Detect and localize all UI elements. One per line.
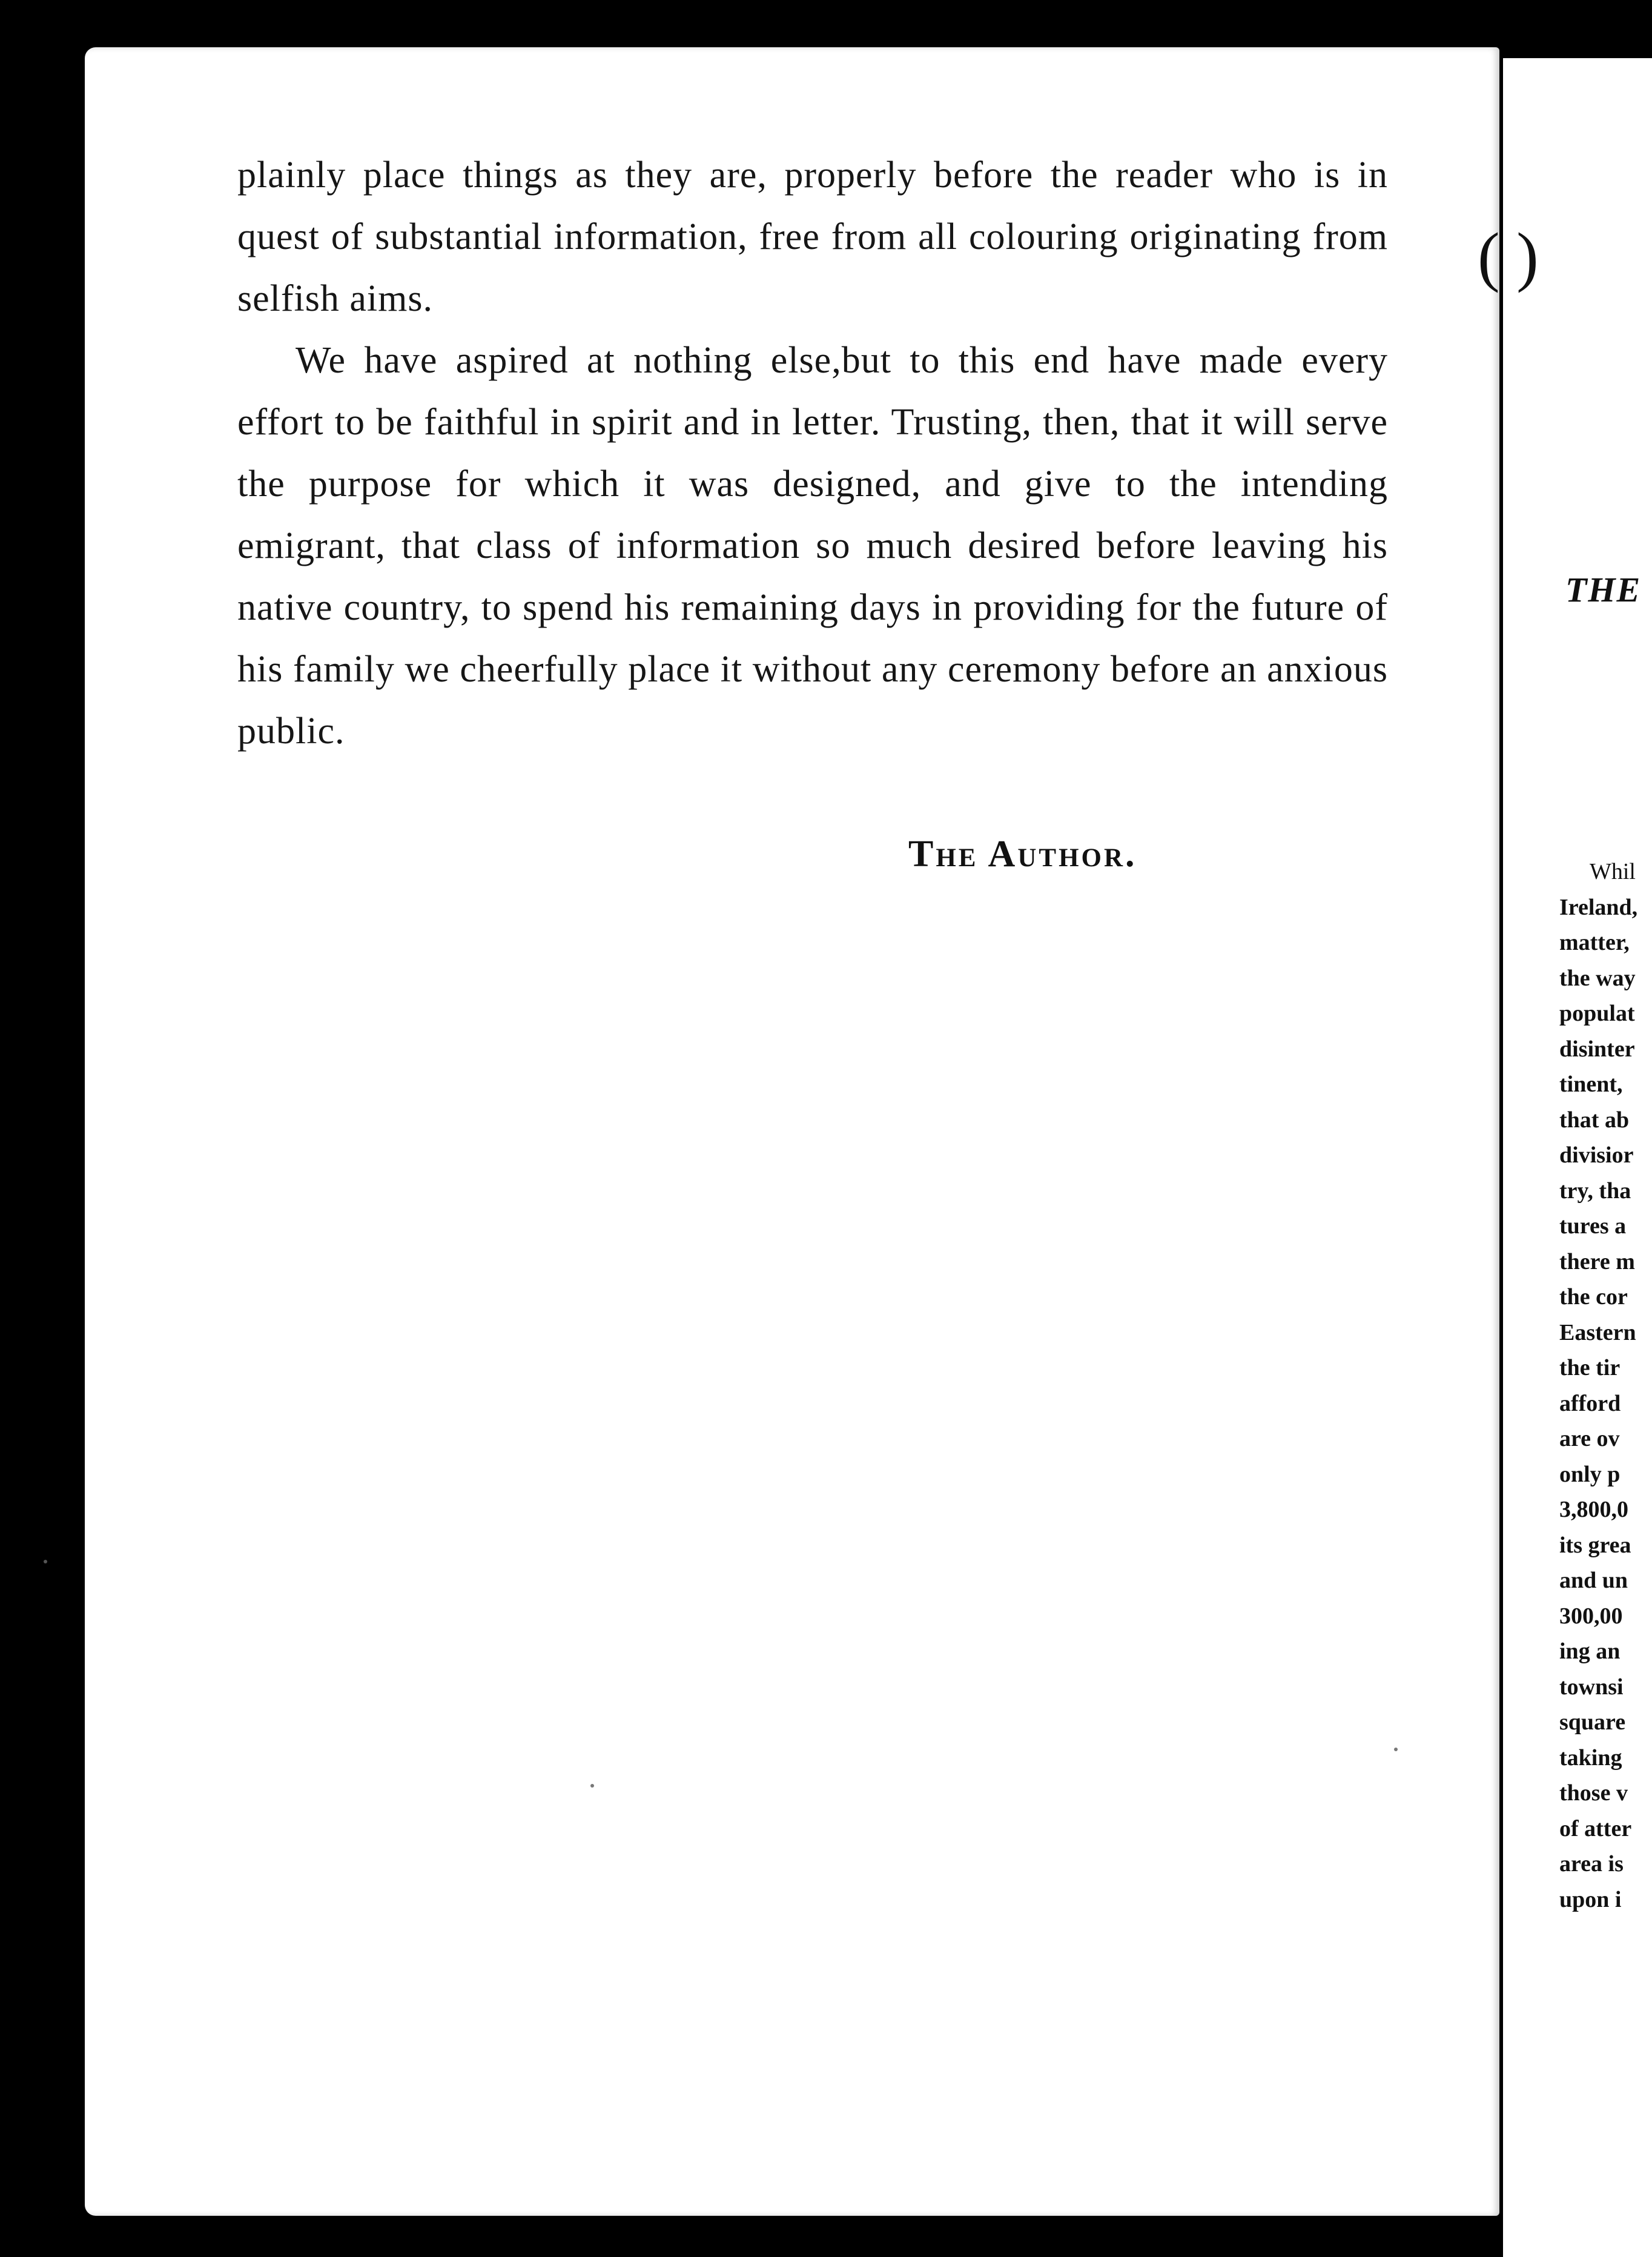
preface-paragraph-2: We have aspired at nothing else,but to this end have made every effort to be faithful in spirit and in letter. Trusting, then, that it will serve the purpose for which it was designed, and give to the intending emigrant, that class of information so much desired before leaving his native country, to spend his remaining days in providing for the future of his family we cheerfully place it without any ceremony before an anxious public. bbox=[237, 340, 1388, 752]
right-text-line: tures a bbox=[1559, 1213, 1627, 1239]
right-text-line: those v bbox=[1559, 1780, 1628, 1806]
right-page-title: THE bbox=[1565, 570, 1642, 609]
right-text-line: square bbox=[1559, 1709, 1626, 1735]
right-text-line: area is bbox=[1559, 1851, 1624, 1877]
preface-text bbox=[237, 144, 1388, 762]
right-text-line: the tir bbox=[1559, 1355, 1621, 1380]
right-text-line: the way bbox=[1559, 965, 1636, 991]
preface-paragraph-1: plainly place things as they are, properly before the reader who is in quest of substantial information, free from all colouring originating from selfish aims. bbox=[237, 154, 1388, 319]
right-text-line: Whil bbox=[1590, 859, 1636, 884]
scan-speck bbox=[1394, 1748, 1398, 1751]
scan-speck bbox=[44, 1560, 47, 1563]
right-text-line: matter, bbox=[1559, 930, 1630, 955]
right-text-line: disinter bbox=[1559, 1036, 1635, 1062]
right-text-line: 3,800,0 bbox=[1559, 1497, 1628, 1522]
scan-speck bbox=[590, 1784, 594, 1788]
right-text-line: there m bbox=[1559, 1248, 1635, 1274]
right-text-line: afford bbox=[1559, 1390, 1621, 1416]
right-page-text bbox=[1559, 854, 1637, 1917]
author-signature: The Author. bbox=[908, 834, 1137, 875]
right-text-line: try, tha bbox=[1559, 1178, 1631, 1204]
right-text-line: and un bbox=[1559, 1568, 1628, 1593]
right-text-line: that ab bbox=[1559, 1107, 1630, 1133]
page-mark: ( ) bbox=[1478, 219, 1539, 293]
right-text-line: of atter bbox=[1559, 1815, 1632, 1841]
right-text-line: townsi bbox=[1559, 1674, 1624, 1700]
right-text-line: are ov bbox=[1559, 1426, 1620, 1451]
right-text-line: its grea bbox=[1559, 1532, 1631, 1558]
right-text-line: only p bbox=[1559, 1461, 1621, 1487]
right-text-line: Ireland, bbox=[1559, 894, 1638, 920]
right-text-line: the cor bbox=[1559, 1284, 1628, 1310]
right-text-line: tinent, bbox=[1559, 1072, 1623, 1097]
right-text-line: upon i bbox=[1559, 1886, 1622, 1912]
right-text-line: ing an bbox=[1559, 1639, 1621, 1664]
right-text-line: taking bbox=[1559, 1745, 1622, 1771]
right-text-line: Eastern bbox=[1559, 1319, 1636, 1345]
right-text-line: populat bbox=[1559, 1001, 1635, 1026]
right-text-line: divisior bbox=[1559, 1142, 1634, 1168]
right-text-line: 300,00 bbox=[1559, 1603, 1623, 1629]
